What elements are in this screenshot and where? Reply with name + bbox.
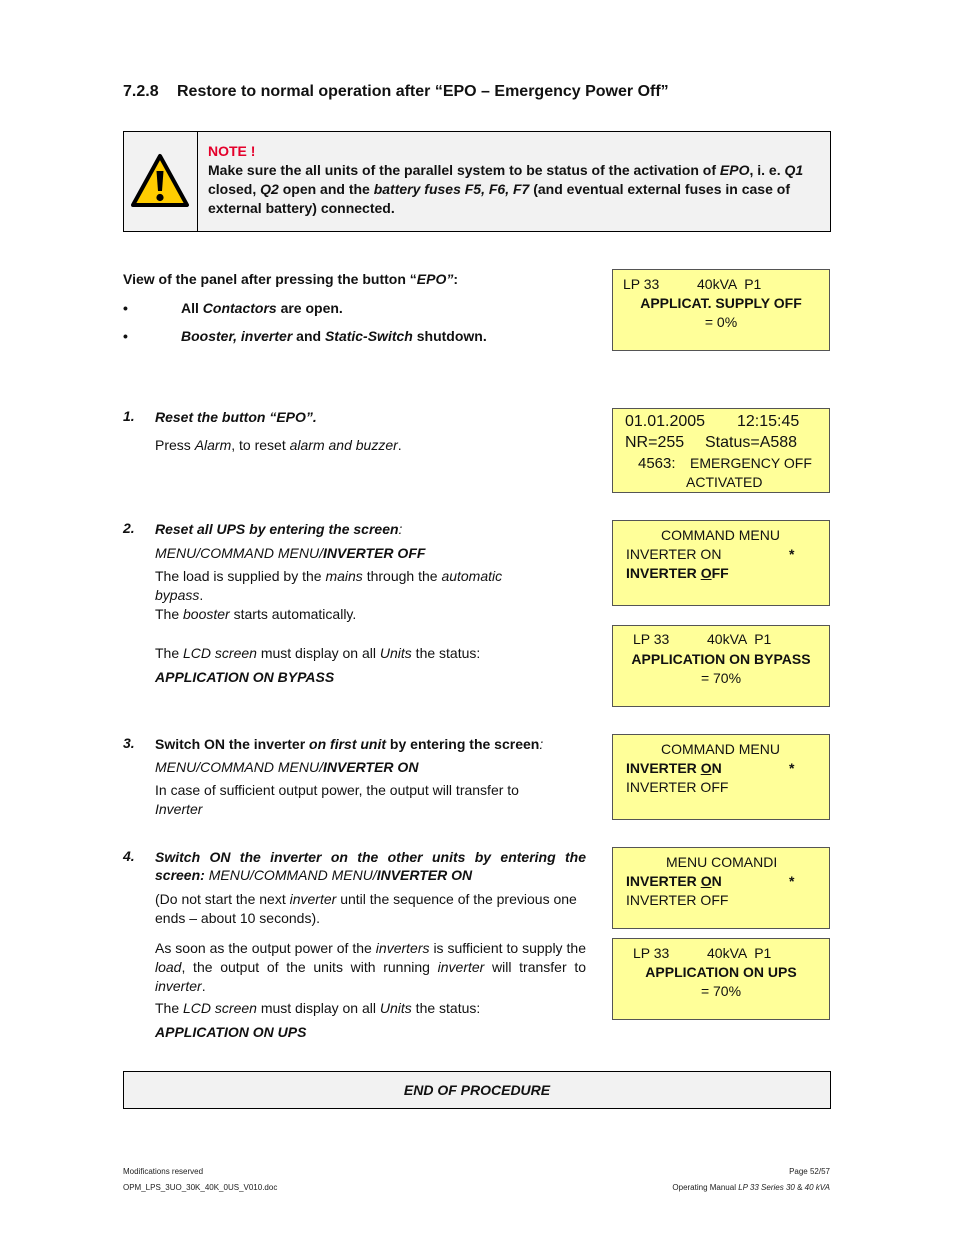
lcd1-status: APPLICAT. SUPPLY OFF — [640, 295, 802, 311]
step4-p3-c: must display on all — [256, 1000, 380, 1016]
lcd2-time: 12:15:45 — [737, 413, 800, 430]
step4-status: APPLICATION ON UPS — [155, 1024, 307, 1040]
step2-p3-c: must display on all — [256, 645, 380, 661]
end-of-procedure: END OF PROCEDURE — [123, 1071, 831, 1109]
lcd2-event-code: 4563: — [638, 455, 676, 472]
lcd4-load: = 70% — [700, 670, 742, 686]
lcd6-inverter-off: INVERTER OFF — [626, 892, 729, 908]
step4-p2-d: load — [155, 959, 182, 975]
step4-p2-e: , the output of the units with running — [181, 959, 438, 975]
step4-title-2: screen: — [155, 867, 205, 883]
note-t2: , i. e. — [749, 162, 785, 178]
bullet1-c: are open. — [276, 300, 343, 316]
step3-title — [155, 735, 543, 754]
lcd-command-menu-on — [612, 734, 830, 820]
step2-p3-a: The — [155, 645, 184, 661]
view-intro-c: : — [453, 271, 459, 287]
section-heading — [123, 83, 669, 101]
lcd5-inverter-off: INVERTER OFF — [626, 779, 729, 795]
note-t4: open and the — [278, 181, 374, 197]
lcd6-star: * — [789, 873, 795, 889]
note-t1: Make sure the all units of the parallel system to be status of the activation of — [208, 162, 720, 178]
lcd3-star: * — [789, 546, 795, 562]
step2-title-text: Reset all UPS by entering the screen — [155, 521, 399, 537]
lcd5-l2c: N — [711, 760, 722, 776]
lcd2-nr: NR=255 — [625, 434, 685, 451]
step3-colon: : — [539, 736, 544, 752]
section-number: 7.2.8 — [123, 83, 159, 100]
step2-p1-c: through the — [362, 568, 442, 584]
step1-title-a: Reset the button — [155, 409, 270, 425]
lcd7-rating: 40kVA P1 — [707, 945, 772, 961]
step2-p3-d: Units — [379, 645, 412, 661]
step1-p-e: . — [397, 437, 402, 453]
lcd3-l3a: INVERTER — [626, 565, 701, 581]
lcd3-inverter-on: INVERTER ON — [626, 546, 722, 562]
lcd7-status: APPLICATION ON UPS — [645, 964, 797, 980]
note-text — [208, 142, 823, 218]
step2-colon: : — [398, 521, 403, 537]
bullet2-d: shutdown. — [412, 328, 487, 344]
step2-paragraph-2 — [155, 605, 356, 624]
step2-paragraph-1 — [155, 567, 577, 586]
bullet-shutdown — [123, 327, 487, 346]
bullet2-c: Static-Switch — [324, 328, 413, 344]
lcd2-date: 01.01.2005 — [625, 413, 706, 430]
step2-p1-f: . — [199, 587, 204, 603]
lcd2-status-code: Status=A588 — [705, 434, 798, 451]
lcd5-inverter-on — [626, 759, 722, 778]
step4-p1-c: until the sequence of the previous one ends – about 10 seconds). — [155, 891, 577, 926]
step3-number: 3. — [123, 735, 135, 751]
note-icon-cell — [124, 132, 198, 231]
step2-menu-path — [155, 544, 425, 563]
lcd3-title: COMMAND MENU — [661, 527, 780, 543]
footer-manual-d: 40 kVA — [804, 1183, 830, 1192]
note-q1: Q1 — [784, 162, 804, 178]
lcd3-cursor: O — [700, 565, 712, 581]
step4-p1-b: inverter — [289, 891, 337, 907]
step3-menu-path — [155, 758, 418, 777]
lcd1-rating: 40kVA P1 — [697, 276, 762, 292]
step2-p1-b: mains — [325, 568, 363, 584]
step4-p2-b: inverters — [375, 940, 430, 956]
lcd-menu-comandi — [612, 847, 830, 929]
view-intro-a: View of the panel after pressing the button “ — [123, 271, 417, 287]
warning-triangle-icon — [130, 153, 190, 209]
bullet-dot: • — [123, 300, 128, 316]
footer-modifications: Modifications reserved — [123, 1167, 204, 1176]
step3-p1-b: Inverter — [155, 801, 203, 817]
step3-path-b: INVERTER ON — [323, 759, 419, 775]
bullet2-b: and — [292, 328, 325, 344]
bullet-contactors — [123, 299, 343, 318]
lcd5-star: * — [789, 760, 795, 776]
step4-menu-path — [155, 866, 472, 885]
note-title: NOTE ! — [208, 143, 256, 159]
step1-p-c: , to reset — [231, 437, 290, 453]
footer-manual-c: & — [794, 1183, 805, 1192]
step3-p1: In case of sufficient output power, the output will transfer to — [155, 782, 519, 798]
note-q2: Q2 — [260, 181, 279, 197]
note-box — [123, 131, 831, 232]
lcd3-l3c: FF — [711, 565, 729, 581]
bullet1-a: All — [181, 300, 203, 316]
section-title: Restore to normal operation after “EPO – Emergency Power Off” — [177, 83, 669, 100]
step4-number: 4. — [123, 848, 135, 864]
bullet-dot: • — [123, 328, 128, 344]
step2-p2-c: starts automatically. — [229, 606, 357, 622]
step1-p-b: Alarm — [194, 437, 232, 453]
step4-p2-g: will transfer to — [484, 959, 587, 975]
bullet2-a: Booster, inverter — [181, 328, 293, 344]
step2-p1-d: automatic — [441, 568, 503, 584]
lcd2-message-1: EMERGENCY OFF — [690, 455, 812, 471]
step1-p-a: Press — [155, 437, 195, 453]
step2-path-a: MENU/COMMAND MENU/ — [155, 545, 323, 561]
step4-p2-c: is sufficient to supply the — [429, 940, 586, 956]
footer-manual-a: Operating Manual — [672, 1183, 739, 1192]
step2-status: APPLICATION ON BYPASS — [155, 669, 335, 685]
step3-title-b: on first unit — [309, 736, 387, 752]
step4-paragraph-3 — [155, 999, 480, 1018]
step2-paragraph-3 — [155, 644, 480, 663]
lcd-supply-off — [612, 269, 830, 351]
note-t3: closed, — [208, 181, 261, 197]
lcd5-title: COMMAND MENU — [661, 741, 780, 757]
step1-title-b: “EPO”. — [269, 409, 317, 425]
note-t5: (and eventual external fuses in case of external battery) connected. — [208, 181, 790, 216]
step2-p2-a: The — [155, 606, 184, 622]
lcd-command-menu-off — [612, 520, 830, 606]
step4-p3-a: The — [155, 1000, 184, 1016]
step2-p3-b: LCD screen — [183, 645, 257, 661]
view-intro-epo: EPO” — [416, 271, 454, 287]
step4-path-b: INVERTER ON — [376, 867, 473, 883]
step3-paragraph — [155, 781, 577, 819]
note-fuses: battery fuses F5, F6, F7 — [373, 181, 530, 197]
step2-title — [155, 520, 402, 539]
lcd-application-bypass — [612, 625, 830, 707]
lcd6-l2c: N — [711, 873, 722, 889]
step1-text — [155, 436, 402, 455]
note-body — [208, 161, 823, 218]
footer-manual-b: LP 33 Series 30 — [738, 1183, 795, 1192]
step4-p3-e: the status: — [411, 1000, 481, 1016]
lcd4-status: APPLICATION ON BYPASS — [631, 651, 811, 667]
lcd7-model: LP 33 — [633, 945, 670, 961]
lcd2-message-2: ACTIVATED — [686, 474, 763, 490]
step4-p3-b: LCD screen — [183, 1000, 257, 1016]
bullet1-b: Contactors — [202, 300, 277, 316]
step3-title-a: Switch ON the inverter — [155, 736, 310, 752]
step2-number: 2. — [123, 520, 135, 536]
step4-p2-h: inverter — [155, 978, 202, 994]
lcd5-l2a: INVERTER — [626, 760, 701, 776]
lcd1-model: LP 33 — [623, 276, 660, 292]
step1-number: 1. — [123, 408, 135, 424]
lcd6-cursor: O — [700, 873, 712, 889]
lcd3-inverter-off — [626, 564, 729, 583]
step3-title-c: by entering the screen — [386, 736, 540, 752]
footer-filename: OPM_LPS_3UO_30K_40K_0US_V010.doc — [123, 1183, 278, 1192]
step1-p-d: alarm and buzzer — [289, 437, 398, 453]
step2-p2-b: booster — [183, 606, 230, 622]
step2-p1-a: The load is supplied by the — [155, 568, 326, 584]
lcd5-cursor: O — [700, 760, 712, 776]
step3-path-a: MENU/COMMAND MENU/ — [155, 759, 323, 775]
view-intro — [123, 270, 458, 289]
lcd6-title: MENU COMANDI — [666, 854, 778, 870]
footer-page-number: Page 52/57 — [789, 1167, 830, 1176]
step2-p3-e: the status: — [411, 645, 481, 661]
lcd-application-ups — [612, 938, 830, 1020]
lcd4-rating: 40kVA P1 — [707, 631, 772, 647]
step2-p1-e: bypass — [155, 587, 200, 603]
lcd1-load: = 0% — [704, 314, 738, 330]
note-epo: EPO — [719, 162, 750, 178]
footer-manual — [580, 1183, 830, 1192]
lcd6-inverter-on — [626, 872, 722, 891]
lcd-emergency-off — [612, 408, 830, 493]
step4-p2-a: As soon as the output power of the — [155, 940, 376, 956]
step1-title — [155, 408, 317, 427]
lcd4-model: LP 33 — [633, 631, 670, 647]
step4-p1-a: (Do not start the next — [155, 891, 290, 907]
step4-p2-i: . — [201, 978, 206, 994]
step4-p2-f: inverter — [437, 959, 485, 975]
step4-p3-d: Units — [379, 1000, 412, 1016]
step4-path-a: MENU/COMMAND MENU/ — [204, 867, 377, 883]
step4-paragraph-2 — [155, 939, 586, 996]
step4-title: Switch ON the inverter on the other units by entering the — [155, 849, 586, 865]
step2-path-b: INVERTER OFF — [323, 545, 426, 561]
step2-paragraph-1b — [155, 586, 203, 605]
lcd7-load: = 70% — [700, 983, 742, 999]
step4-paragraph-1 — [155, 890, 595, 928]
lcd6-l2a: INVERTER — [626, 873, 701, 889]
